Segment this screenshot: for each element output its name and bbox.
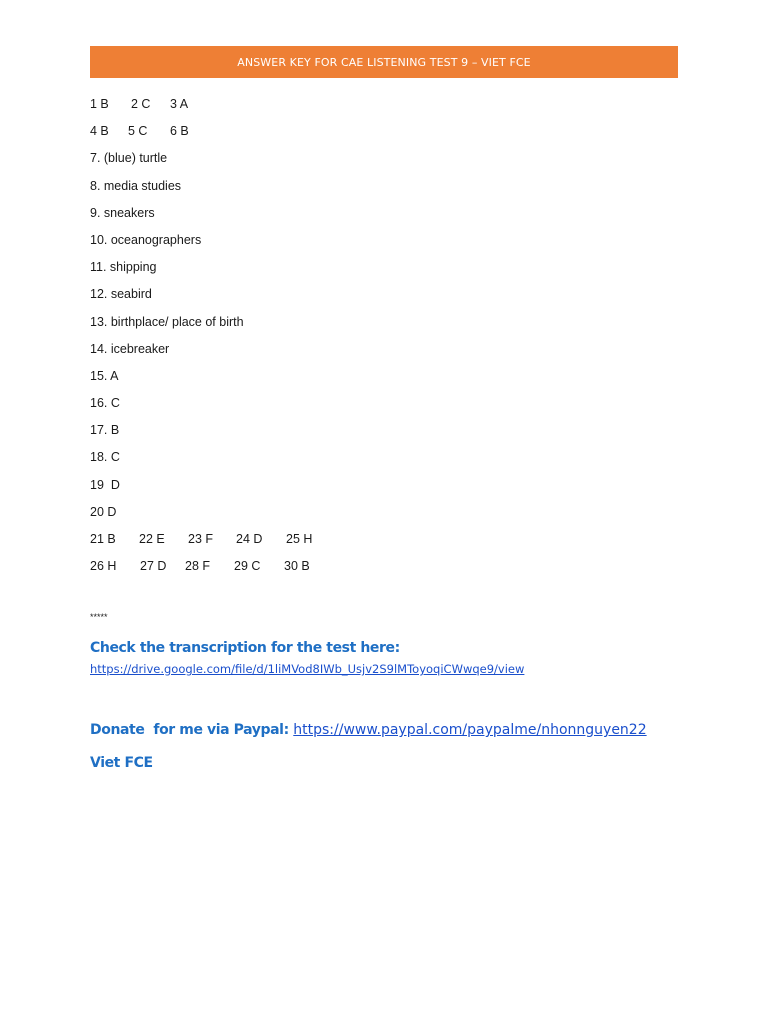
answer-24: 24 D bbox=[236, 532, 263, 546]
answer-row-1-3 bbox=[90, 95, 678, 122]
answer-27: 27 D bbox=[140, 559, 167, 574]
signature: Viet FCE bbox=[90, 755, 153, 771]
answer-17: 17. B bbox=[90, 423, 120, 438]
answer-23: 23 F bbox=[188, 532, 214, 546]
answer-14: 14. icebreaker bbox=[90, 341, 170, 356]
separator-stars: ***** bbox=[90, 612, 108, 622]
answer-12: 12. seabird bbox=[90, 287, 152, 302]
answer-15: 15. A bbox=[90, 368, 119, 383]
answer-22: 22 E bbox=[139, 532, 165, 546]
answer-30: 30 B bbox=[284, 559, 310, 574]
answer-18: 18. C bbox=[90, 450, 120, 465]
answer-7: 7. (blue) turtle bbox=[90, 151, 168, 166]
answer-11: 11. shipping bbox=[90, 260, 157, 275]
transcription-link[interactable]: https://drive.google.com/file/d/1liMVod8IWb_Usjv2S9lMToyoqiCWwqe9/view bbox=[90, 662, 525, 676]
answer-10: 10. oceanographers bbox=[90, 232, 202, 247]
donate-label: Donate for me via Paypal: bbox=[90, 722, 289, 738]
answer-list bbox=[90, 95, 678, 584]
donate-line bbox=[90, 722, 647, 738]
answer-19: 19 D bbox=[90, 477, 120, 492]
answer-4: 4 B bbox=[90, 124, 109, 139]
answer-row-26-30 bbox=[90, 557, 678, 584]
answer-25: 25 H bbox=[286, 532, 313, 546]
answer-26: 26 H bbox=[90, 559, 117, 574]
answer-5: 5 C bbox=[128, 124, 148, 139]
transcription-heading: Check the transcription for the test here: bbox=[90, 640, 400, 656]
banner-title: ANSWER KEY FOR CAE LISTENING TEST 9 – VIET FCE bbox=[237, 55, 531, 69]
paypal-link[interactable]: https://www.paypal.com/paypalme/nhonnguyen22 bbox=[293, 722, 647, 738]
answer-21: 21 B bbox=[90, 532, 116, 546]
answer-2: 2 C bbox=[131, 97, 151, 111]
answer-8: 8. media studies bbox=[90, 178, 182, 193]
answer-key-banner bbox=[90, 46, 678, 78]
answer-row-4-6 bbox=[90, 122, 678, 149]
answer-20: 20 D bbox=[90, 504, 117, 519]
answer-1: 1 B bbox=[90, 97, 109, 111]
answer-row-21-25 bbox=[90, 530, 678, 557]
answer-16: 16. C bbox=[90, 396, 120, 411]
answer-29: 29 C bbox=[234, 559, 261, 574]
answer-13: 13. birthplace/ place of birth bbox=[90, 314, 244, 329]
answer-28: 28 F bbox=[185, 559, 211, 574]
answer-3: 3 A bbox=[170, 97, 189, 111]
answer-6: 6 B bbox=[170, 124, 189, 139]
answer-9: 9. sneakers bbox=[90, 205, 155, 220]
